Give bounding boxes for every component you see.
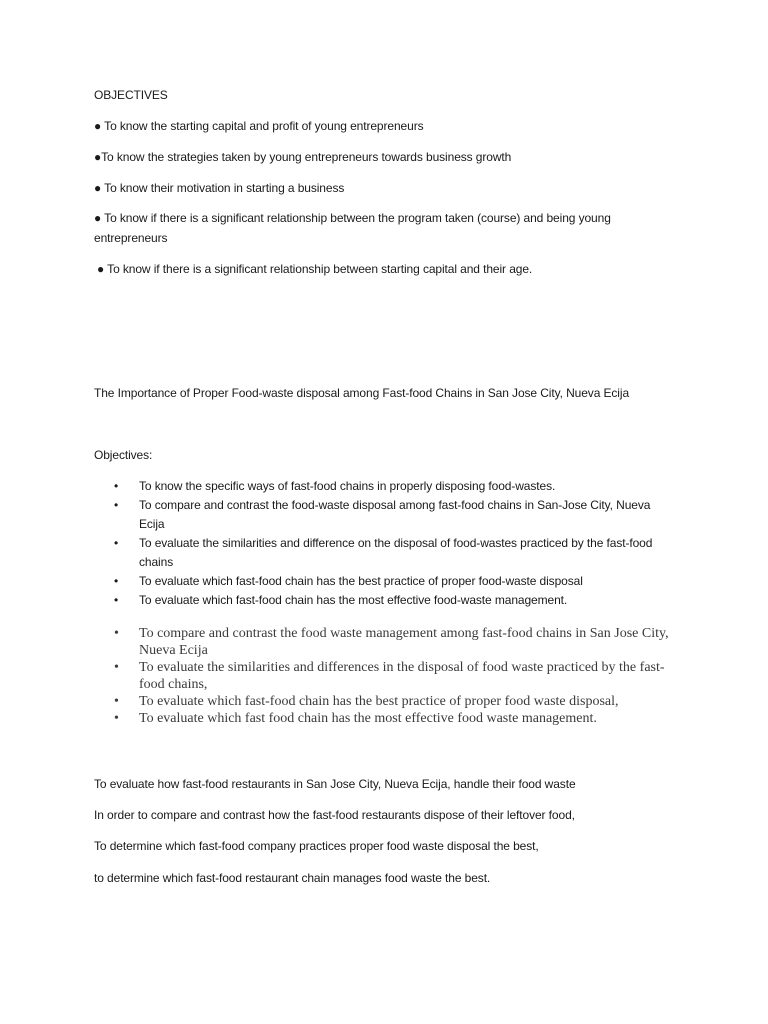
objectives-list-serif [112,625,672,727]
list-item: • To evaluate which fast food chain has the most effective food waste management. [112,710,672,727]
objectives-label: Objectives: [94,448,153,462]
list-item: • To evaluate the similarities and differences in the disposal of food waste practiced by the fast-food chains, [112,659,672,693]
objective-item: ● To know the starting capital and profit of young entrepreneurs [94,119,424,133]
paraphrase-line: To determine which fast-food company practices proper food waste disposal the best, [94,839,539,853]
list-item: • To compare and contrast the food waste management among fast-food chains in San Jose City, Nueva Ecija [112,625,672,659]
list-item: • To know the specific ways of fast-food chains in properly disposing food-wastes. [112,477,672,496]
objectives-heading: OBJECTIVES [94,88,168,102]
paraphrase-line: In order to compare and contrast how the fast-food restaurants dispose of their leftover food, [94,808,575,822]
paraphrase-line: to determine which fast-food restaurant chain manages food waste the best. [94,871,491,885]
objectives-list-sans [112,477,672,610]
paraphrase-line: To evaluate how fast-food restaurants in San Jose City, Nueva Ecija, handle their food waste [94,777,576,791]
list-item: • To evaluate the similarities and difference on the disposal of food-wastes practiced by the fast-food chains [112,534,672,572]
list-item: • To evaluate which fast-food chain has the best practice of proper food waste disposal, [112,693,672,710]
objective-item: ●To know the strategies taken by young entrepreneurs towards business growth [94,150,512,164]
list-item: • To evaluate which fast-food chain has the best practice of proper food-waste disposal [112,572,672,591]
document-title: The Importance of Proper Food-waste disposal among Fast-food Chains in San Jose City, Nueva Ecija [94,386,630,400]
objective-item: ● To know if there is a significant relationship between starting capital and their age. [97,262,533,276]
objective-item: ● To know their motivation in starting a business [94,181,345,195]
list-item: • To compare and contrast the food-waste disposal among fast-food chains in San-Jose City, Nueva Ecija [112,496,672,534]
list-item: • To evaluate which fast-food chain has the most effective food-waste management. [112,591,672,610]
objective-item: ● To know if there is a significant relationship between the program taken (course) and being young entrepreneurs [94,211,611,245]
